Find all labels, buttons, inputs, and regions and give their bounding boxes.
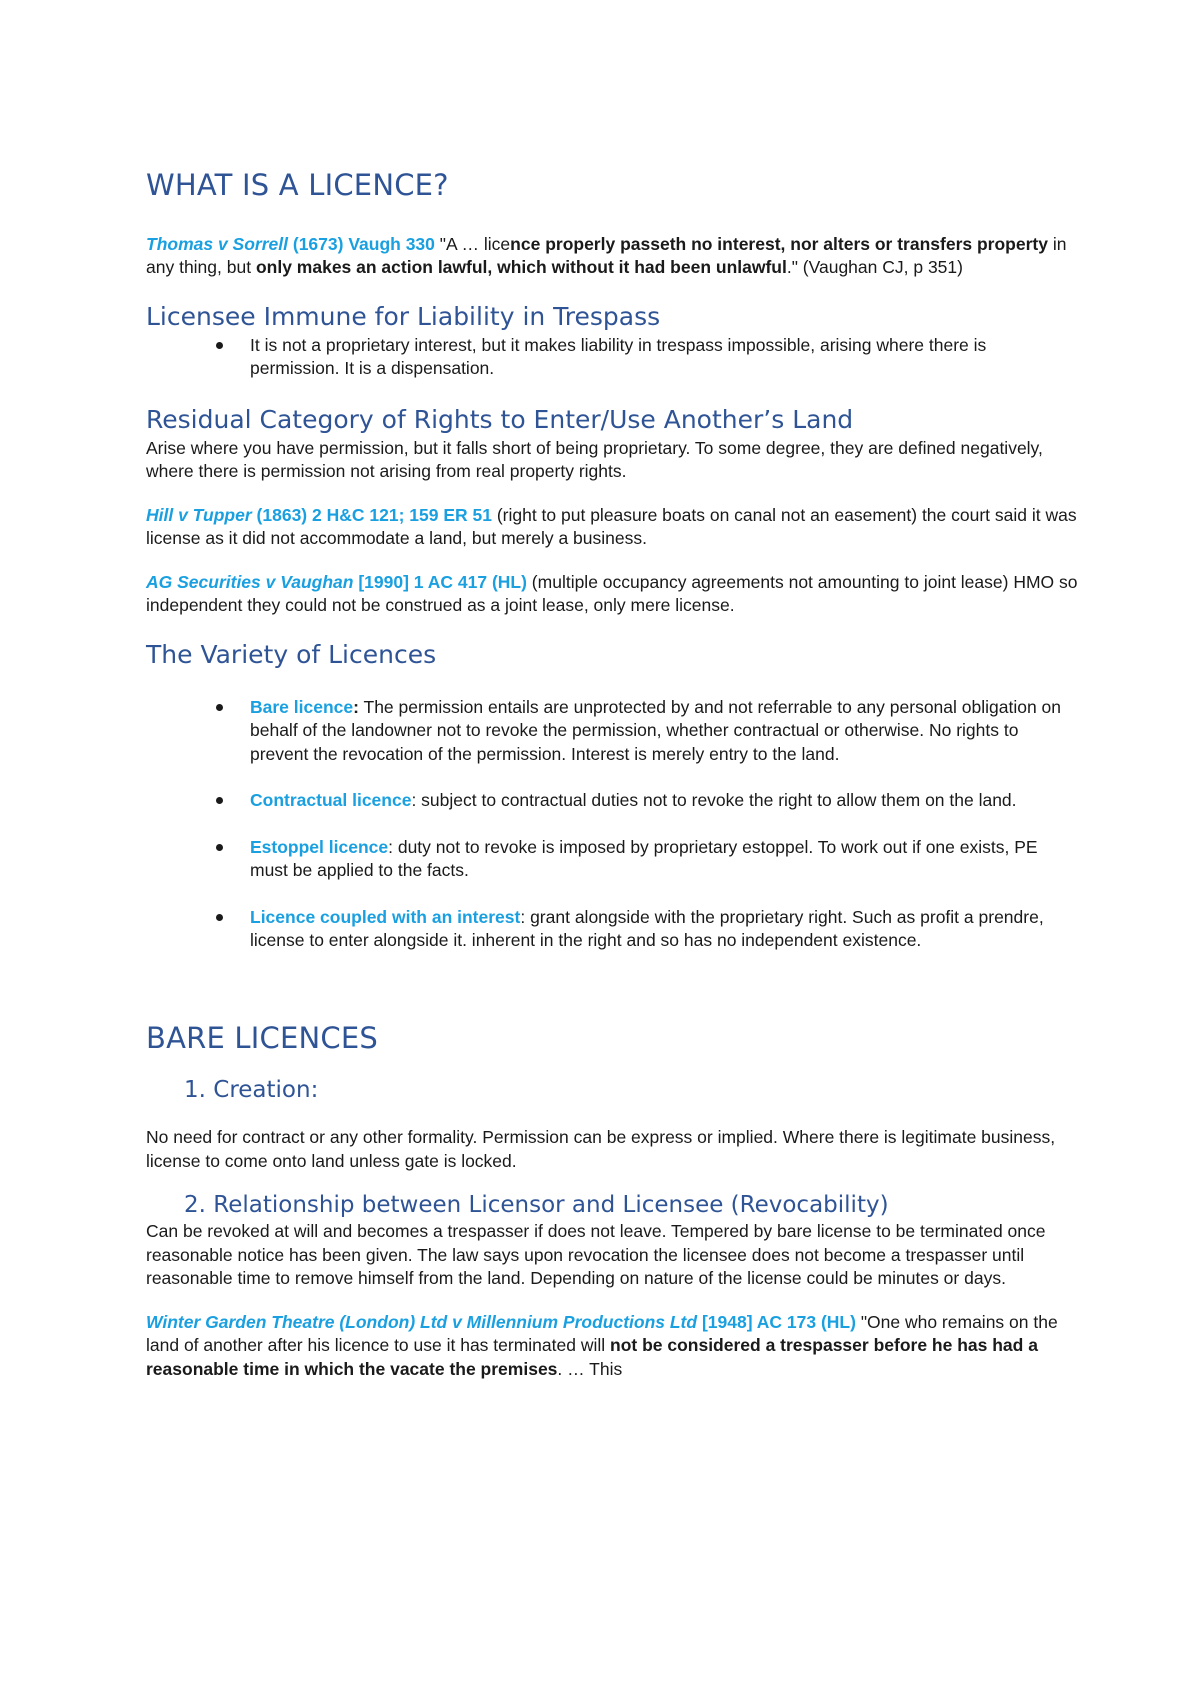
list-item [250, 334, 1076, 381]
thomas-v-sorrell-quote [146, 233, 1080, 280]
quote-text: "A … lice [434, 233, 511, 254]
creation-paragraph: No need for contract or any other formality. Permission can be express or implied. Where there is legitimate business, license to come onto land unless gate is locked. [146, 1127, 1056, 1171]
heading-variety-of-licences: The Variety of Licences [146, 639, 437, 669]
list-item-text: : duty not to revoke is imposed by proprietary estoppel. To work out if one exists, PE must be applied to the facts. [250, 836, 1038, 881]
bullet-icon [216, 914, 223, 921]
case-name: AG Securities v Vaughan [146, 571, 354, 592]
heading-residual-category: Residual Category of Rights to Enter/Use Another’s Land [146, 404, 854, 434]
licence-term: Bare licence [250, 696, 354, 717]
list-item-text: It is not a proprietary interest, but it makes liability in trespass impossible, arising where there is permission. It is a dispensation. [250, 334, 987, 379]
heading-creation: 1. Creation: [184, 1076, 319, 1103]
licence-term: Contractual licence [250, 790, 412, 811]
bullet-icon [216, 797, 223, 804]
list-item [250, 836, 1076, 883]
paragraph-text: "One who remains on the land of another after his licence to use it has terminated will [146, 1311, 1058, 1356]
paragraph-text: . … This [557, 1358, 623, 1379]
licence-term: Licence coupled with an interest [250, 906, 521, 927]
heading-licensee-immune: Licensee Immune for Liability in Trespass [146, 301, 661, 331]
hill-v-tupper-paragraph [146, 504, 1080, 551]
licence-term: Estoppel licence [250, 836, 389, 857]
residual-paragraph: Arise where you have permission, but it falls short of being proprietary. To some degree, they are defined negatively, where there is permission not arising from real property rights. [146, 437, 1043, 482]
bullet-icon [216, 844, 223, 851]
quote-bold: nce properly passeth no interest, nor alters or transfers property [510, 233, 1048, 254]
bullet-icon [216, 342, 223, 349]
heading-relationship: 2. Relationship between Licensor and Licensee (Revocability) [184, 1192, 889, 1219]
list-item-text: : subject to contractual duties not to revoke the right to allow them on the land. [411, 790, 1017, 811]
title-what-is-a-licence: WHAT IS A LICENCE? [146, 168, 449, 202]
term-separator: : [353, 696, 359, 717]
list-item-text: : grant alongside with the proprietary right. Such as profit a prendre, license to enter alongside it. inherent in the right and so has no independent existence. [250, 906, 1044, 951]
case-citation: [1948] AC 173 (HL) [701, 1311, 856, 1332]
ag-securities-paragraph [146, 571, 1080, 618]
list-item-text: The permission entails are unprotected by and not referrable to any personal obligation on behalf of the landowner not to revoke the permission, whether contractual or otherwise. No rights to prevent the revocation of the permission. Interest is merely entry to the land. [250, 696, 1062, 764]
title-bare-licences: BARE LICENCES [146, 1020, 378, 1055]
quote-text: ." (Vaughan CJ, p 351) [786, 257, 963, 278]
quote-bold: only makes an action lawful, which without it had been unlawful [255, 257, 787, 278]
case-citation: [1990] 1 AC 417 (HL) [358, 571, 527, 592]
case-name: Winter Garden Theatre (London) Ltd v Millennium Productions Ltd [146, 1311, 698, 1332]
variety-list [142, 696, 1076, 953]
immune-list [142, 334, 1076, 381]
list-item [250, 789, 1076, 813]
relationship-paragraph: Can be revoked at will and becomes a trespasser if does not leave. Tempered by bare license to be terminated once reasonable notice has been given. The law says upon revocation the licensee does not become a trespasser until reasonable time to remove himself from the land. Depending on nature of the license could be minutes or days. [146, 1221, 1046, 1289]
quote-bold: not be considered a trespasser before he has had a reasonable time in which the vacate the premises [146, 1335, 1038, 1379]
case-name: Thomas v Sorrell [146, 233, 288, 254]
list-item [250, 696, 1076, 767]
paragraph-text: (right to put pleasure boats on canal not an easement) the court said it was license as it did not accommodate a land, but merely a business. [146, 504, 1077, 549]
case-name: Hill v Tupper [146, 504, 252, 525]
list-item [250, 906, 1076, 953]
paragraph-text: (multiple occupancy agreements not amounting to joint lease) HMO so independent they could not be construed as a joint lease, only mere license. [146, 571, 1078, 616]
case-citation: (1673) Vaugh 330 [292, 233, 435, 254]
quote-text: in any thing, but [146, 233, 1067, 278]
case-citation: (1863) 2 H&C 121; 159 ER 51 [256, 504, 492, 525]
winter-garden-paragraph [146, 1311, 1080, 1382]
bullet-icon [216, 704, 223, 711]
